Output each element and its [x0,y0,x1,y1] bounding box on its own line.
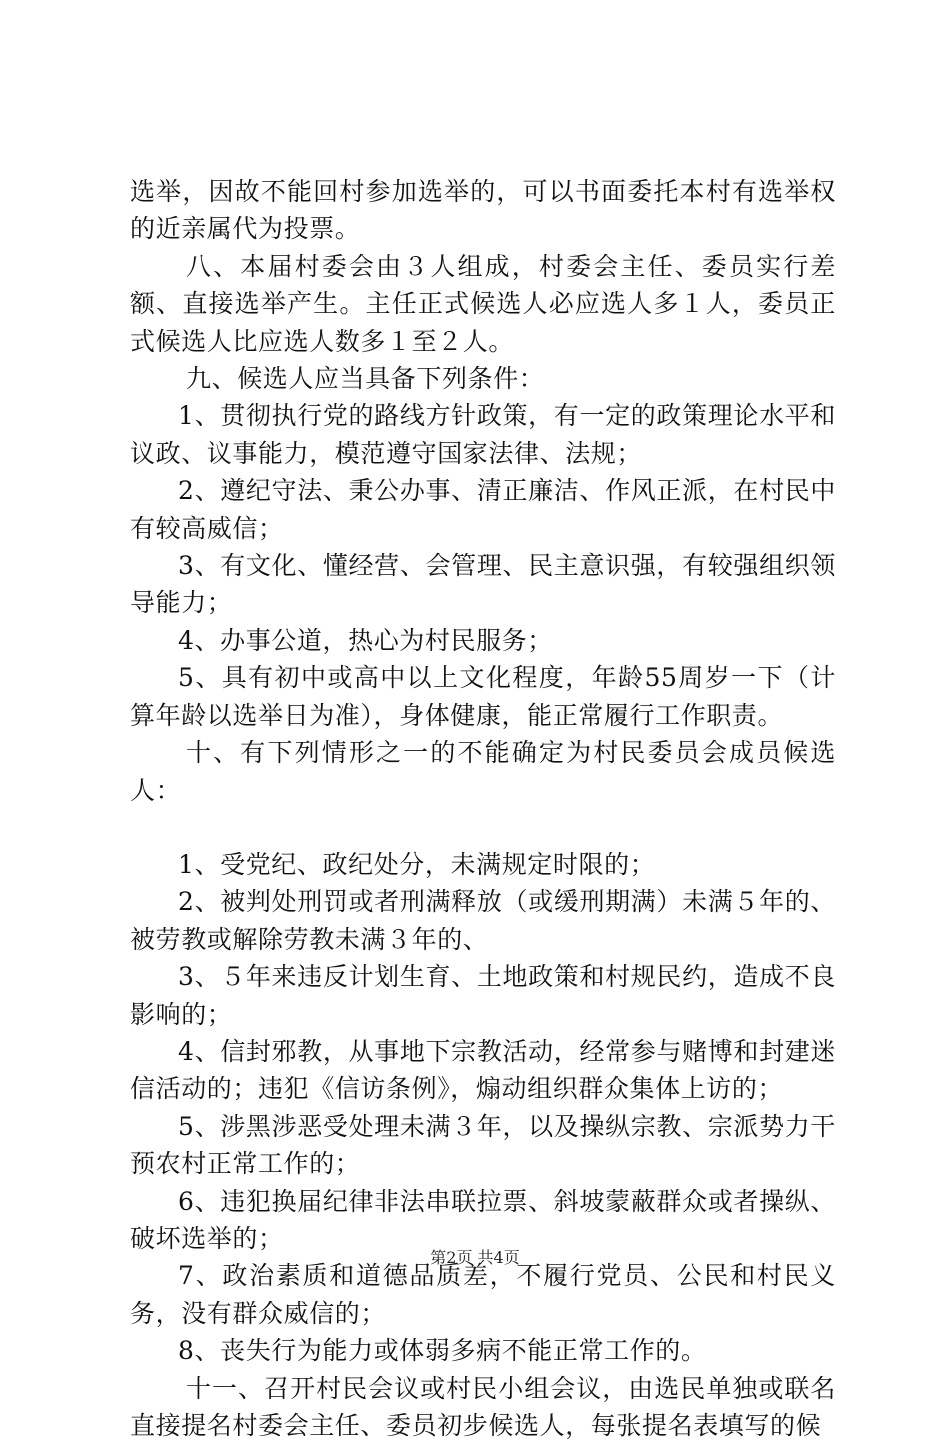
paragraph-condition-4: 4、办事公道，热心为村民服务； [178,625,553,655]
paragraph-exclusion-1: 1、受党纪、政纪处分，未满规定时限的； [178,849,656,879]
paragraph-condition-5: 5、具有初中或高中以上文化程度，年龄55周岁一下（计算年龄以选举日为准），身体健康，能正常履行工作职责。 [130,663,836,730]
blank-line [130,809,836,846]
paragraph-exclusion-2: 2、被判处刑罚或者刑满释放（或缓刑期满）未满５年的、被劳教或解除劳教未满３年的、 [130,887,836,954]
paragraph-condition-3: 3、有文化、懂经营、会管理、民主意识强，有较强组织领导能力； [130,551,836,618]
paragraph-exclusion-7: 7、政治素质和道德品质差，不履行党员、公民和村民义务，没有群众威信的； [130,1261,836,1328]
paragraph-exclusion-3: 3、５年来违反计划生育、土地政策和村规民约，造成不良影响的； [130,962,836,1029]
paragraph-exclusion-5: 5、涉黑涉恶受处理未满３年，以及操纵宗教、宗派势力干预农村正常工作的； [130,1111,836,1179]
paragraph-item-11: 十一、召开村民会议或村民小组会议，由选民单独或联名直接提名村委会主任、委员初步候选人，每张提名表填写的候 [130,1373,836,1440]
paragraph-item-10-heading: 十、有下列情形之一的不能确定为村民委员会成员候选人： [130,738,836,805]
paragraph-item-9-heading: 九、候选人应当具备下列条件： [186,364,545,394]
paragraph-continuation: 选举，因故不能回村参加选举的，可以书面委托本村有选举权的近亲属代为投票。 [130,177,836,244]
paragraph-item-8: 八、本届村委会由３人组成，村委会主任、委员实行差额、直接选举产生。主任正式候选人必应选人多１人，委员正式候选人比应选人数多１至２人。 [130,251,836,356]
paragraph-exclusion-6: 6、违犯换届纪律非法串联拉票、斜坡蒙蔽群众或者操纵、破坏选举的； [130,1186,836,1253]
page-number-footer: 第2页 共4页 [430,1248,520,1267]
paragraph-exclusion-4: 4、信封邪教，从事地下宗教活动，经常参与赌博和封建迷信活动的；违犯《信访条例》，煽动组织群众集体上访的； [130,1036,836,1104]
paragraph-exclusion-8: 8、丧失行为能力或体弱多病不能正常工作的。 [178,1336,707,1366]
paragraph-condition-2: 2、遵纪守法、秉公办事、清正廉洁、作风正派，在村民中有较高威信； [130,476,836,543]
paragraph-condition-1: 1、贯彻执行党的路线方针政策，有一定的政策理论水平和议政、议事能力，模范遵守国家法律、法规； [130,401,836,468]
